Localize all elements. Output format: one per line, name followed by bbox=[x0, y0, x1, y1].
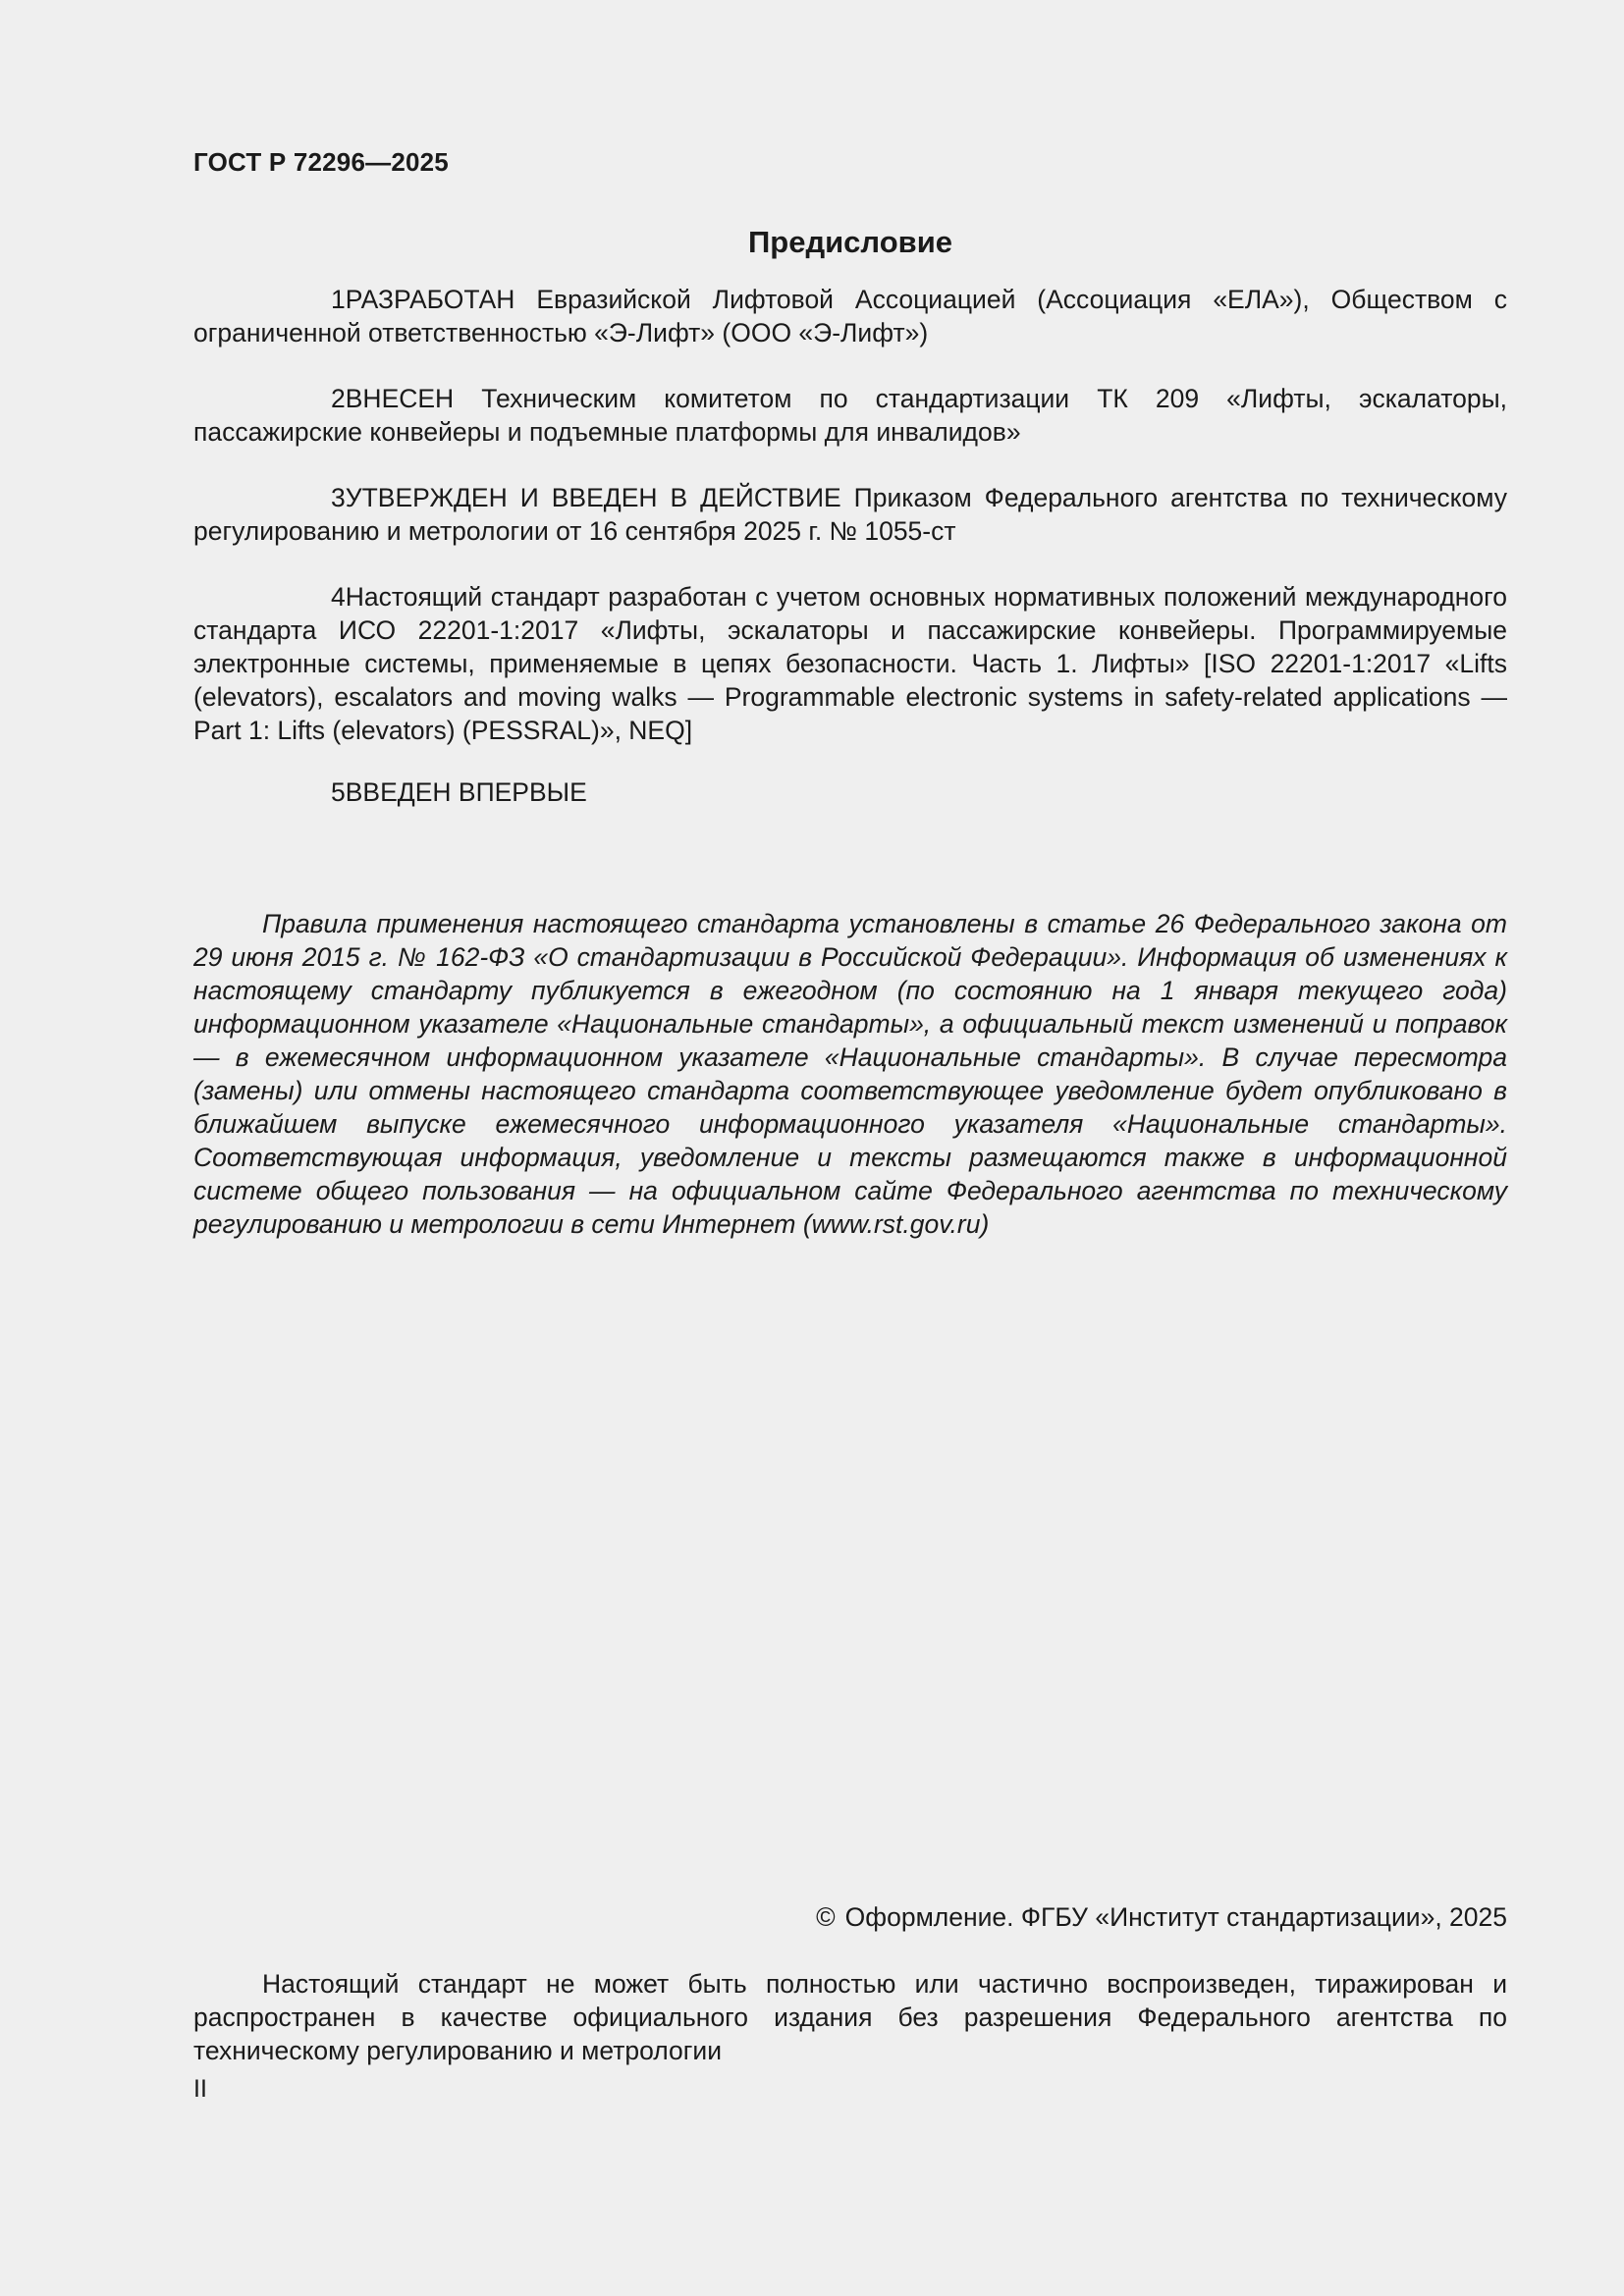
foreword-item-text: Настоящий стандарт разработан с учетом основных нормативных положений международного стандарта ИСО 22201-1:2017 «Лифты, эскалаторы и пассажирские конвейеры. Программируемые электронные системы, применяемые в цепях безопасности. Часть 1. Лифты» [ISO 22201-1:2017 «Lifts (elevators), escalators and moving walks — Programmable electronic systems in safety-related applications — Part 1: Lifts (elevators) (PESSRAL)», NEQ] bbox=[193, 582, 1507, 745]
foreword-item-number: 5 bbox=[331, 777, 346, 807]
copyright-line bbox=[816, 1900, 1507, 1934]
foreword-item-number: 1 bbox=[331, 285, 346, 314]
page-number: II bbox=[193, 2075, 207, 2103]
foreword-item-1 bbox=[193, 283, 1507, 349]
foreword-item-number: 3 bbox=[331, 483, 346, 512]
copyright-symbol: © bbox=[816, 1902, 836, 1932]
document-code-header: ГОСТ Р 72296—2025 bbox=[193, 147, 449, 177]
foreword-item-2 bbox=[193, 382, 1507, 449]
document-page bbox=[193, 0, 1507, 2296]
foreword-title: Предисловие bbox=[747, 225, 952, 259]
foreword-item-text: УТВЕРЖДЕН И ВВЕДЕН В ДЕЙСТВИЕ Приказом Федерального агентства по техническому регулированию и метрологии от 16 сентября 2025 г. № 1055-ст bbox=[193, 483, 1507, 546]
foreword-item-text: ВНЕСЕН Техническим комитетом по стандартизации ТК 209 «Лифты, эскалаторы, пассажирские конвейеры и подъемные платформы для инвалидов» bbox=[193, 384, 1507, 447]
foreword-item-text: ВВЕДЕН ВПЕРВЫЕ bbox=[345, 777, 587, 807]
foreword-item-4 bbox=[193, 580, 1507, 747]
foreword-item-number: 2 bbox=[331, 384, 346, 413]
foreword-item-number: 4 bbox=[331, 582, 346, 612]
copyright-text: Оформление. ФГБУ «Институт стандартизации», 2025 bbox=[844, 1902, 1507, 1932]
reproduction-notice: Настоящий стандарт не может быть полностью или частично воспроизведен, тиражирован и распространен в качестве официального издания без разрешения Федерального агентства по техническому регулированию и метрологии bbox=[193, 1969, 1507, 2065]
foreword-item-3 bbox=[193, 481, 1507, 548]
standard-application-rules-note: Правила применения настоящего стандарта установлены в статье 26 Федерального закона от 29 июня 2015 г. № 162-ФЗ «О стандартизации в Российской Федерации». Информация об изменениях к настоящему стандарту публикуется в ежегодном (по состоянию на 1 января текущего года) информационном указателе «Национальные стандарты», а официальный текст изменений и поправок — в ежемесячном информационном указателе «Национальные стандарты». В случае пересмотра (замены) или отмены настоящего стандарта соответствующее уведомление будет опубликовано в ближайшем выпуске ежемесячного информационного указателя «Национальные стандарты». Соответствующая информация, уведомление и тексты размещаются также в информационной системе общего пользования — на официальном сайте Федерального агентства по техническому регулированию и метрологии в сети Интернет (www.rst.gov.ru) bbox=[193, 909, 1507, 1239]
foreword-item-5 bbox=[193, 775, 1507, 809]
foreword-item-text: РАЗРАБОТАН Евразийской Лифтовой Ассоциацией (Ассоциация «ЕЛА»), Обществом с ограниченной ответственностью «Э-Лифт» (ООО «Э-Лифт») bbox=[193, 285, 1507, 347]
